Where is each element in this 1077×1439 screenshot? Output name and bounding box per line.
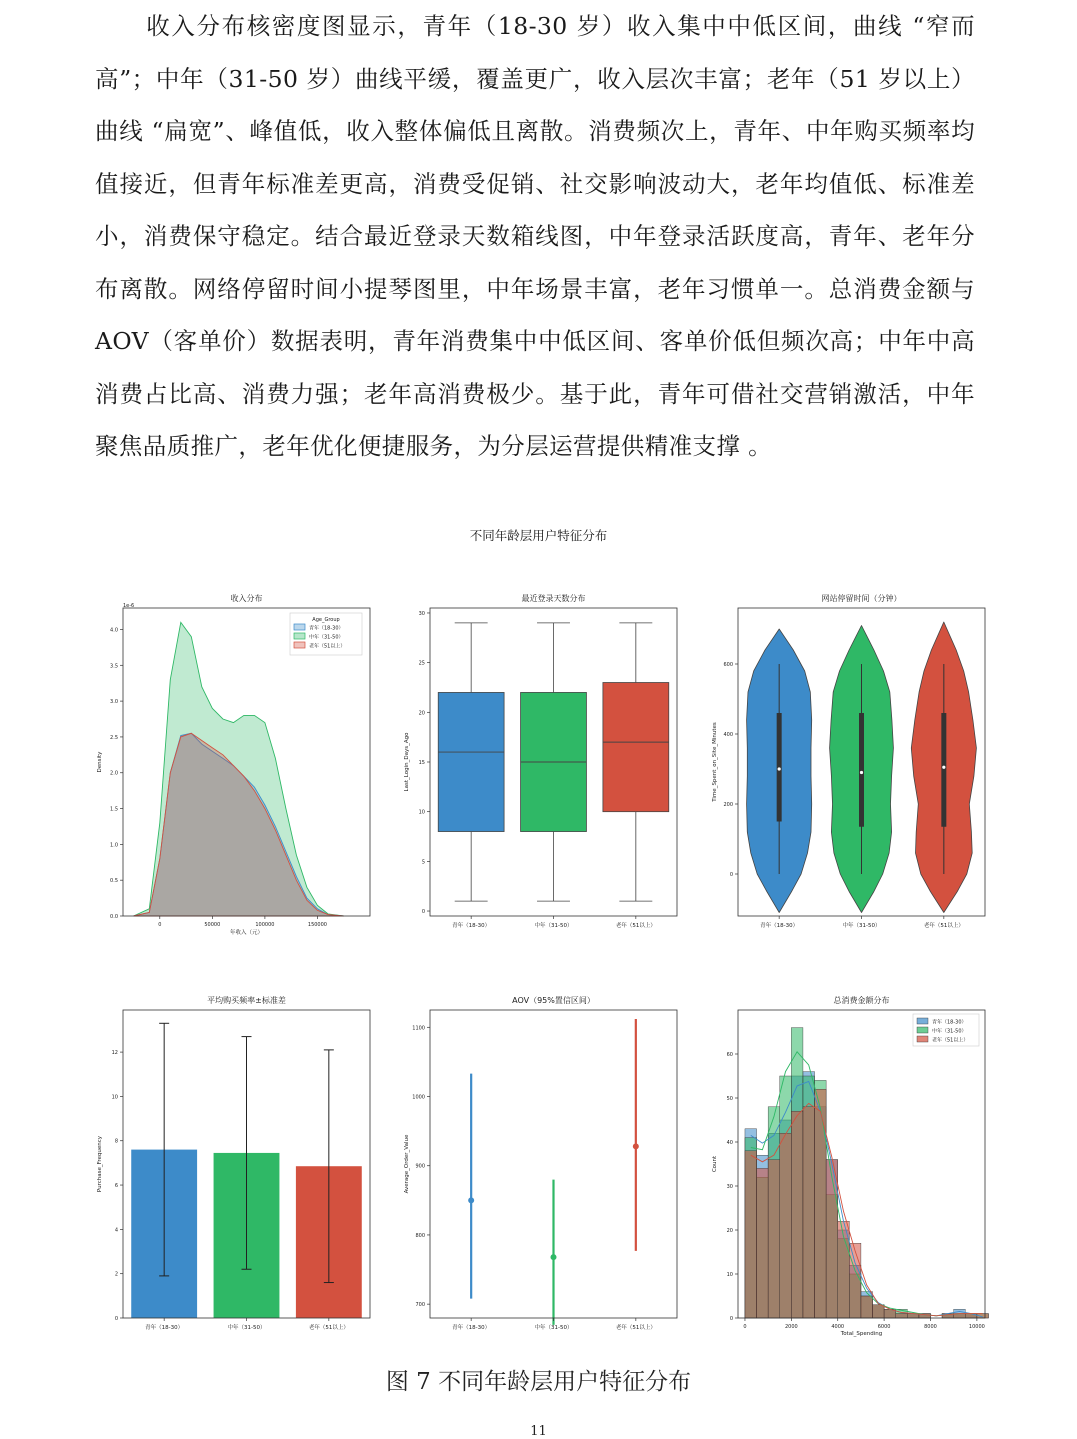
- chart-panel-5: [404, 995, 677, 1331]
- y-tick-label: 15: [418, 760, 425, 766]
- y-tick-label: 30: [726, 1184, 733, 1190]
- x-tick-label: 中年（31-50）: [534, 1325, 573, 1331]
- y-tick-label: 0: [729, 872, 733, 878]
- hist-bar-3: [965, 1314, 977, 1318]
- y-tick-label: 25: [418, 660, 425, 667]
- legend-swatch: [917, 1018, 928, 1024]
- figure-caption: 图 7 不同年龄层用户特征分布: [385, 1369, 692, 1395]
- panel-title: 收入分布: [230, 594, 263, 603]
- y-tick-label: 800: [415, 1232, 425, 1239]
- y-tick-label: 4.0: [110, 627, 118, 634]
- x-tick-label: 4000: [831, 1324, 845, 1330]
- violin-median: [942, 766, 945, 769]
- point-1: [468, 1197, 474, 1203]
- hist-bar-3: [745, 1151, 757, 1318]
- x-tick-label: 青年（18-30）: [452, 923, 491, 929]
- violin-iqr: [777, 713, 782, 822]
- y-tick-label: 400: [723, 732, 733, 738]
- y-tick-label: 1000: [412, 1094, 425, 1101]
- y-tick-label: 50: [726, 1096, 733, 1102]
- x-tick-label: 0: [158, 922, 162, 928]
- legend-swatch: [294, 633, 305, 639]
- x-tick-label: 10000: [968, 1324, 985, 1330]
- legend-title: Age_Group: [312, 617, 340, 623]
- box-3: [603, 683, 669, 812]
- legend-swatch: [294, 624, 305, 630]
- chart-panel-4: [97, 995, 370, 1331]
- y-tick-label: 0: [421, 909, 425, 916]
- x-tick-label: 老年（51以上）: [923, 923, 964, 929]
- y-axis-label: Time_Spent_on_Site_Minutes: [712, 722, 718, 802]
- y-tick-label: 900: [415, 1163, 425, 1170]
- legend-label: 老年（51以上）: [309, 643, 346, 650]
- legend-label: 老年（51以上）: [932, 1037, 969, 1044]
- y-tick-label: 10: [418, 809, 425, 816]
- legend-label: 青年（18-30）: [932, 1019, 967, 1026]
- y-tick-label: 0.0: [110, 914, 118, 920]
- hist-bar-3: [757, 1168, 769, 1318]
- y-tick-label: 0: [114, 1316, 118, 1322]
- legend: [913, 1014, 979, 1046]
- y-tick-label: 10: [726, 1272, 733, 1278]
- x-tick-label: 青年（18-30）: [760, 923, 799, 929]
- x-tick-label: 老年（51以上）: [308, 1325, 349, 1331]
- y-tick-label: 600: [723, 662, 733, 668]
- box-1: [438, 692, 504, 831]
- y-tick-label: 8: [114, 1138, 118, 1145]
- legend-swatch: [294, 642, 305, 648]
- y-tick-label: 10: [111, 1094, 118, 1101]
- panel-title: 网站停留时间（分钟）: [821, 594, 902, 603]
- y-tick-label: 2.5: [110, 734, 118, 741]
- figure-title: 不同年龄层用户特征分布: [469, 528, 608, 543]
- y-tick-label: 1100: [412, 1025, 425, 1032]
- panel-title: 总消费金额分布: [833, 996, 890, 1005]
- point-3: [633, 1143, 639, 1149]
- chart-panel-2: [404, 593, 677, 929]
- hist-bar-3: [896, 1314, 908, 1318]
- hist-bar-3: [791, 1111, 803, 1318]
- y-tick-label: 0.5: [110, 878, 118, 885]
- legend-swatch: [917, 1036, 928, 1042]
- x-tick-label: 2000: [784, 1324, 798, 1330]
- x-axis-label: Total_Spending: [840, 1331, 883, 1337]
- x-tick-label: 中年（31-50）: [227, 1325, 266, 1331]
- hist-bar-3: [861, 1296, 873, 1318]
- y-tick-label: 700: [415, 1302, 425, 1309]
- x-tick-label: 8000: [924, 1324, 937, 1330]
- chart-panel-3: [712, 593, 985, 929]
- chart-panel-6: [712, 995, 988, 1337]
- hist-bar-3: [803, 1107, 815, 1318]
- y-tick-label: 1.5: [110, 806, 118, 813]
- y-tick-label: 2.0: [110, 770, 118, 777]
- hist-bar-3: [815, 1089, 827, 1318]
- y-tick-label: 20: [418, 710, 425, 717]
- x-tick-label: 150000: [307, 922, 327, 928]
- y-tick-label: 3.0: [110, 699, 118, 706]
- violin-iqr: [941, 713, 946, 827]
- y-tick-label: 0: [729, 1316, 733, 1322]
- y-tick-label: 12: [111, 1050, 118, 1057]
- panel-title: AOV（95%置信区间）: [512, 996, 595, 1005]
- legend-swatch: [917, 1027, 928, 1033]
- y-axis-label: Last_Login_Days_Ago: [404, 732, 410, 792]
- legend-label: 中年（31-50）: [932, 1028, 967, 1035]
- violin-iqr: [859, 713, 864, 827]
- y-tick-label: 20: [726, 1228, 733, 1234]
- x-tick-label: 青年（18-30）: [452, 1325, 491, 1331]
- y-tick-label: 5: [421, 859, 425, 866]
- panel-title: 最近登录天数分布: [521, 594, 586, 603]
- hist-bar-3: [873, 1305, 885, 1318]
- y-tick-label: 6: [114, 1183, 118, 1190]
- x-tick-label: 老年（51以上）: [615, 1325, 656, 1331]
- chart-panel-1: [97, 593, 370, 936]
- point-2: [551, 1254, 557, 1260]
- y-axis-label: Purchase_Frequency: [97, 1135, 103, 1193]
- y-tick-label: 40: [726, 1140, 733, 1146]
- x-tick-label: 100000: [255, 922, 275, 928]
- y-tick-label: 200: [723, 802, 733, 808]
- y-tick-label: 2: [114, 1271, 118, 1278]
- legend-label: 中年（31-50）: [309, 634, 344, 641]
- y-tick-label: 30: [418, 610, 425, 617]
- y-axis-label: Average_Order_Value: [404, 1134, 410, 1194]
- x-tick-label: 青年（18-30）: [145, 1325, 184, 1331]
- x-tick-label: 0: [743, 1324, 747, 1330]
- x-tick-label: 中年（31-50）: [842, 923, 881, 929]
- y-tick-label: 3.5: [110, 663, 118, 670]
- page-number: 11: [530, 1424, 547, 1439]
- y-tick-label: 1.0: [110, 842, 118, 849]
- x-tick-label: 老年（51以上）: [615, 923, 656, 929]
- paragraph-text: 收入分布核密度图显示，青年（18-30 岁）收入集中中低区间，曲线 “窄而高”；中年（31-50 岁）曲线平缓，覆盖更广，收入层次丰富；老年（51 岁以上）曲线 “扁宽”、峰值低，收入整体偏低且离散。消费频次上，青年、中年购买频率均值接近，但青年标准差更高，消费受促销、社交影响波动大，老年均值低、标准差小，消费保守稳定。结合最近登录天数箱线图，中年登录活跃度高，青年、老年分布离散。网络停留时间小提琴图里，中年场景丰富，老年习惯单一。总消费金额与 AOV（客单价）数据表明，青年消费集中中低区间、客单价低但频次高；中年中高消费占比高、消费力强；老年高消费极少。基于此，青年可借社交营销激活，中年聚焦品质推广，老年优化便捷服务，为分层运营提供精准支撑 。: [95, 12, 975, 460]
- y-tick-label: 4: [114, 1227, 118, 1234]
- x-tick-label: 6000: [877, 1324, 891, 1330]
- x-axis-label: 年收入（元）: [229, 930, 264, 936]
- x-tick-label: 50000: [204, 922, 221, 928]
- violin-median: [860, 771, 863, 774]
- legend: [290, 613, 362, 655]
- hist-bar-3: [768, 1160, 780, 1318]
- x-tick-label: 中年（31-50）: [534, 923, 573, 929]
- legend-label: 青年（18-30）: [309, 625, 344, 632]
- panel-title: 平均购买频率±标准差: [207, 996, 286, 1005]
- violin-median: [778, 767, 781, 770]
- hist-bar-3: [849, 1243, 861, 1318]
- hist-bar-3: [780, 1133, 792, 1318]
- y-axis-label: Density: [97, 751, 103, 773]
- y-scale-label: 1e-6: [123, 603, 135, 609]
- y-tick-label: 60: [726, 1052, 733, 1058]
- y-axis-label: Count: [712, 1155, 718, 1173]
